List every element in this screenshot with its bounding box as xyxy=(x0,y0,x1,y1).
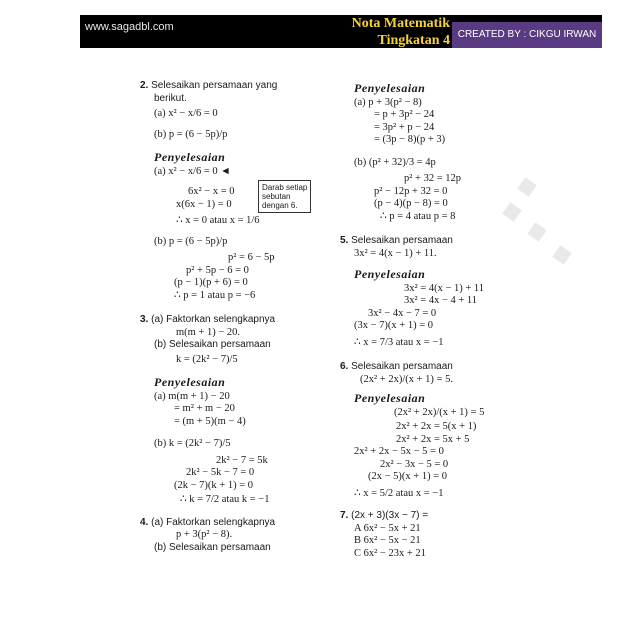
question-text: (b) Selesaikan persamaan xyxy=(154,339,271,350)
solution-line: 6x² − x = 0 xyxy=(188,186,235,197)
option-c: C 6x² − 23x + 21 xyxy=(354,547,426,559)
question-text: k = (2k² − 7)/5 xyxy=(176,353,238,365)
solution-line: ∴ p = 4 atau p = 8 xyxy=(380,210,456,222)
solution-line: = (3p − 8)(p + 3) xyxy=(374,134,446,145)
penyelesaian-heading: Penyelesaian xyxy=(354,267,426,281)
question-number: 4. xyxy=(140,516,149,528)
solution-line: ∴ p = 1 atau p = −6 xyxy=(174,289,256,301)
solution-line: (a) p + 3(p² − 8) xyxy=(354,96,422,108)
option-a: A 6x² − 5x + 21 xyxy=(354,522,421,534)
question-text: (a) Faktorkan selengkapnya xyxy=(151,314,276,325)
question-text: (2x + 3)(3x − 7) = xyxy=(351,510,429,521)
question-number: 3. xyxy=(140,314,149,325)
solution-line: p² + 32 = 12p xyxy=(404,173,461,184)
solution-line: p² = 6 − 5p xyxy=(228,252,275,263)
question-text: m(m + 1) − 20. xyxy=(176,326,241,338)
header-title-line2: Tingkatan 4 xyxy=(377,33,450,48)
question-7 xyxy=(340,510,510,523)
left-column xyxy=(140,80,320,554)
solution-line: 2x² − 3x − 5 = 0 xyxy=(380,458,449,470)
solution-line: ∴ k = 7/2 atau k = −1 xyxy=(180,494,270,505)
solution-line: (b) (p² + 32)/3 = 4p xyxy=(354,156,436,168)
watermark-mark xyxy=(517,177,536,196)
question-text: Selesaikan persamaan xyxy=(351,235,453,246)
solution-line: 3x² = 4x − 4 + 11 xyxy=(404,295,478,306)
question-number: 7. xyxy=(340,510,349,521)
question-text: berikut. xyxy=(154,92,187,104)
note-line: Darab setiap xyxy=(262,183,308,192)
solution-line: (p − 1)(p + 6) = 0 xyxy=(174,277,248,288)
solution-line: (2k − 7)(k + 1) = 0 xyxy=(174,479,254,491)
header-title-line1: Nota Matematik xyxy=(351,16,450,31)
question-2 xyxy=(140,80,320,93)
solution-line: p² + 5p − 6 = 0 xyxy=(186,264,249,276)
header-title xyxy=(352,15,450,49)
question-number: 6. xyxy=(340,361,349,372)
solution-line: 2x² + 2x − 5x − 5 = 0 xyxy=(354,446,444,457)
question-2b: (b) p = (6 − 5p)/p xyxy=(154,128,228,140)
solution-line: 2x² + 2x = 5x + 5 xyxy=(396,433,470,445)
penyelesaian-heading: Penyelesaian xyxy=(354,391,426,405)
penyelesaian-heading: Penyelesaian xyxy=(354,81,426,95)
solution-line: = p + 3p² − 24 xyxy=(374,109,435,120)
solution-line: 2x² + 2x = 5(x + 1) xyxy=(396,421,477,432)
solution-line: (2x² + 2x)/(x + 1) = 5 xyxy=(394,406,485,418)
question-text: (2x² + 2x)/(x + 1) = 5. xyxy=(360,373,453,385)
question-text: (a) Faktorkan selengkapnya xyxy=(151,516,276,528)
question-text: (b) Selesaikan persamaan xyxy=(154,541,271,553)
solution-line: x(6x − 1) = 0 xyxy=(176,198,232,210)
question-3 xyxy=(140,314,320,327)
question-4 xyxy=(140,517,320,530)
site-url: www.sagadbl.com xyxy=(85,21,174,33)
solution-line: 2k² − 5k − 7 = 0 xyxy=(186,467,255,478)
solution-line: = m² + m − 20 xyxy=(174,403,235,414)
solution-line: (a) m(m + 1) − 20 xyxy=(154,390,230,402)
question-6 xyxy=(340,361,510,374)
question-text: Selesaikan persamaan xyxy=(351,361,453,372)
solution-line: (a) x² − x/6 = 0 ◄ xyxy=(154,165,231,177)
note-box xyxy=(258,180,311,213)
penyelesaian-heading: Penyelesaian xyxy=(154,375,226,389)
solution-line: 3x² − 4x − 7 = 0 xyxy=(368,307,437,319)
penyelesaian-heading: Penyelesaian xyxy=(154,150,226,164)
question-number: 2. xyxy=(140,80,149,91)
question-number: 5. xyxy=(340,235,349,246)
question-2a: (a) x² − x/6 = 0 xyxy=(154,108,218,119)
solution-line: ∴ x = 0 atau x = 1/6 xyxy=(176,215,260,226)
question-5 xyxy=(340,235,510,248)
solution-line: (2x − 5)(x + 1) = 0 xyxy=(368,471,448,482)
solution-line: (3x − 7)(x + 1) = 0 xyxy=(354,320,434,331)
question-text: 3x² = 4(x − 1) + 11. xyxy=(354,247,437,259)
watermark-mark xyxy=(552,245,571,264)
question-text: Selesaikan persamaan yang xyxy=(151,80,278,91)
note-line: sebutan xyxy=(262,192,291,201)
solution-line: (b) p = (6 − 5p)/p xyxy=(154,235,228,247)
solution-line: (b) k = (2k² − 7)/5 xyxy=(154,438,231,449)
solution-line: = 3p² + p − 24 xyxy=(374,121,435,133)
solution-line: (p − 4)(p − 8) = 0 xyxy=(374,198,448,209)
credit-badge: CREATED BY : CIKGU IRWAN xyxy=(452,22,602,48)
solution-line: ∴ x = 7/3 atau x = −1 xyxy=(354,336,444,348)
option-b: B 6x² − 5x − 21 xyxy=(354,535,421,546)
watermark-mark xyxy=(527,222,546,241)
note-line: dengan 6. xyxy=(262,201,298,210)
right-column xyxy=(340,80,510,560)
solution-line: = (m + 5)(m − 4) xyxy=(174,415,246,427)
solution-line: ∴ x = 5/2 atau x = −1 xyxy=(354,487,444,499)
solution-line: 2k² − 7 = 5k xyxy=(216,454,268,466)
question-text: p + 3(p² − 8). xyxy=(176,529,233,540)
solution-line: 3x² = 4(x − 1) + 11 xyxy=(404,282,485,294)
solution-line: p² − 12p + 32 = 0 xyxy=(374,185,448,197)
